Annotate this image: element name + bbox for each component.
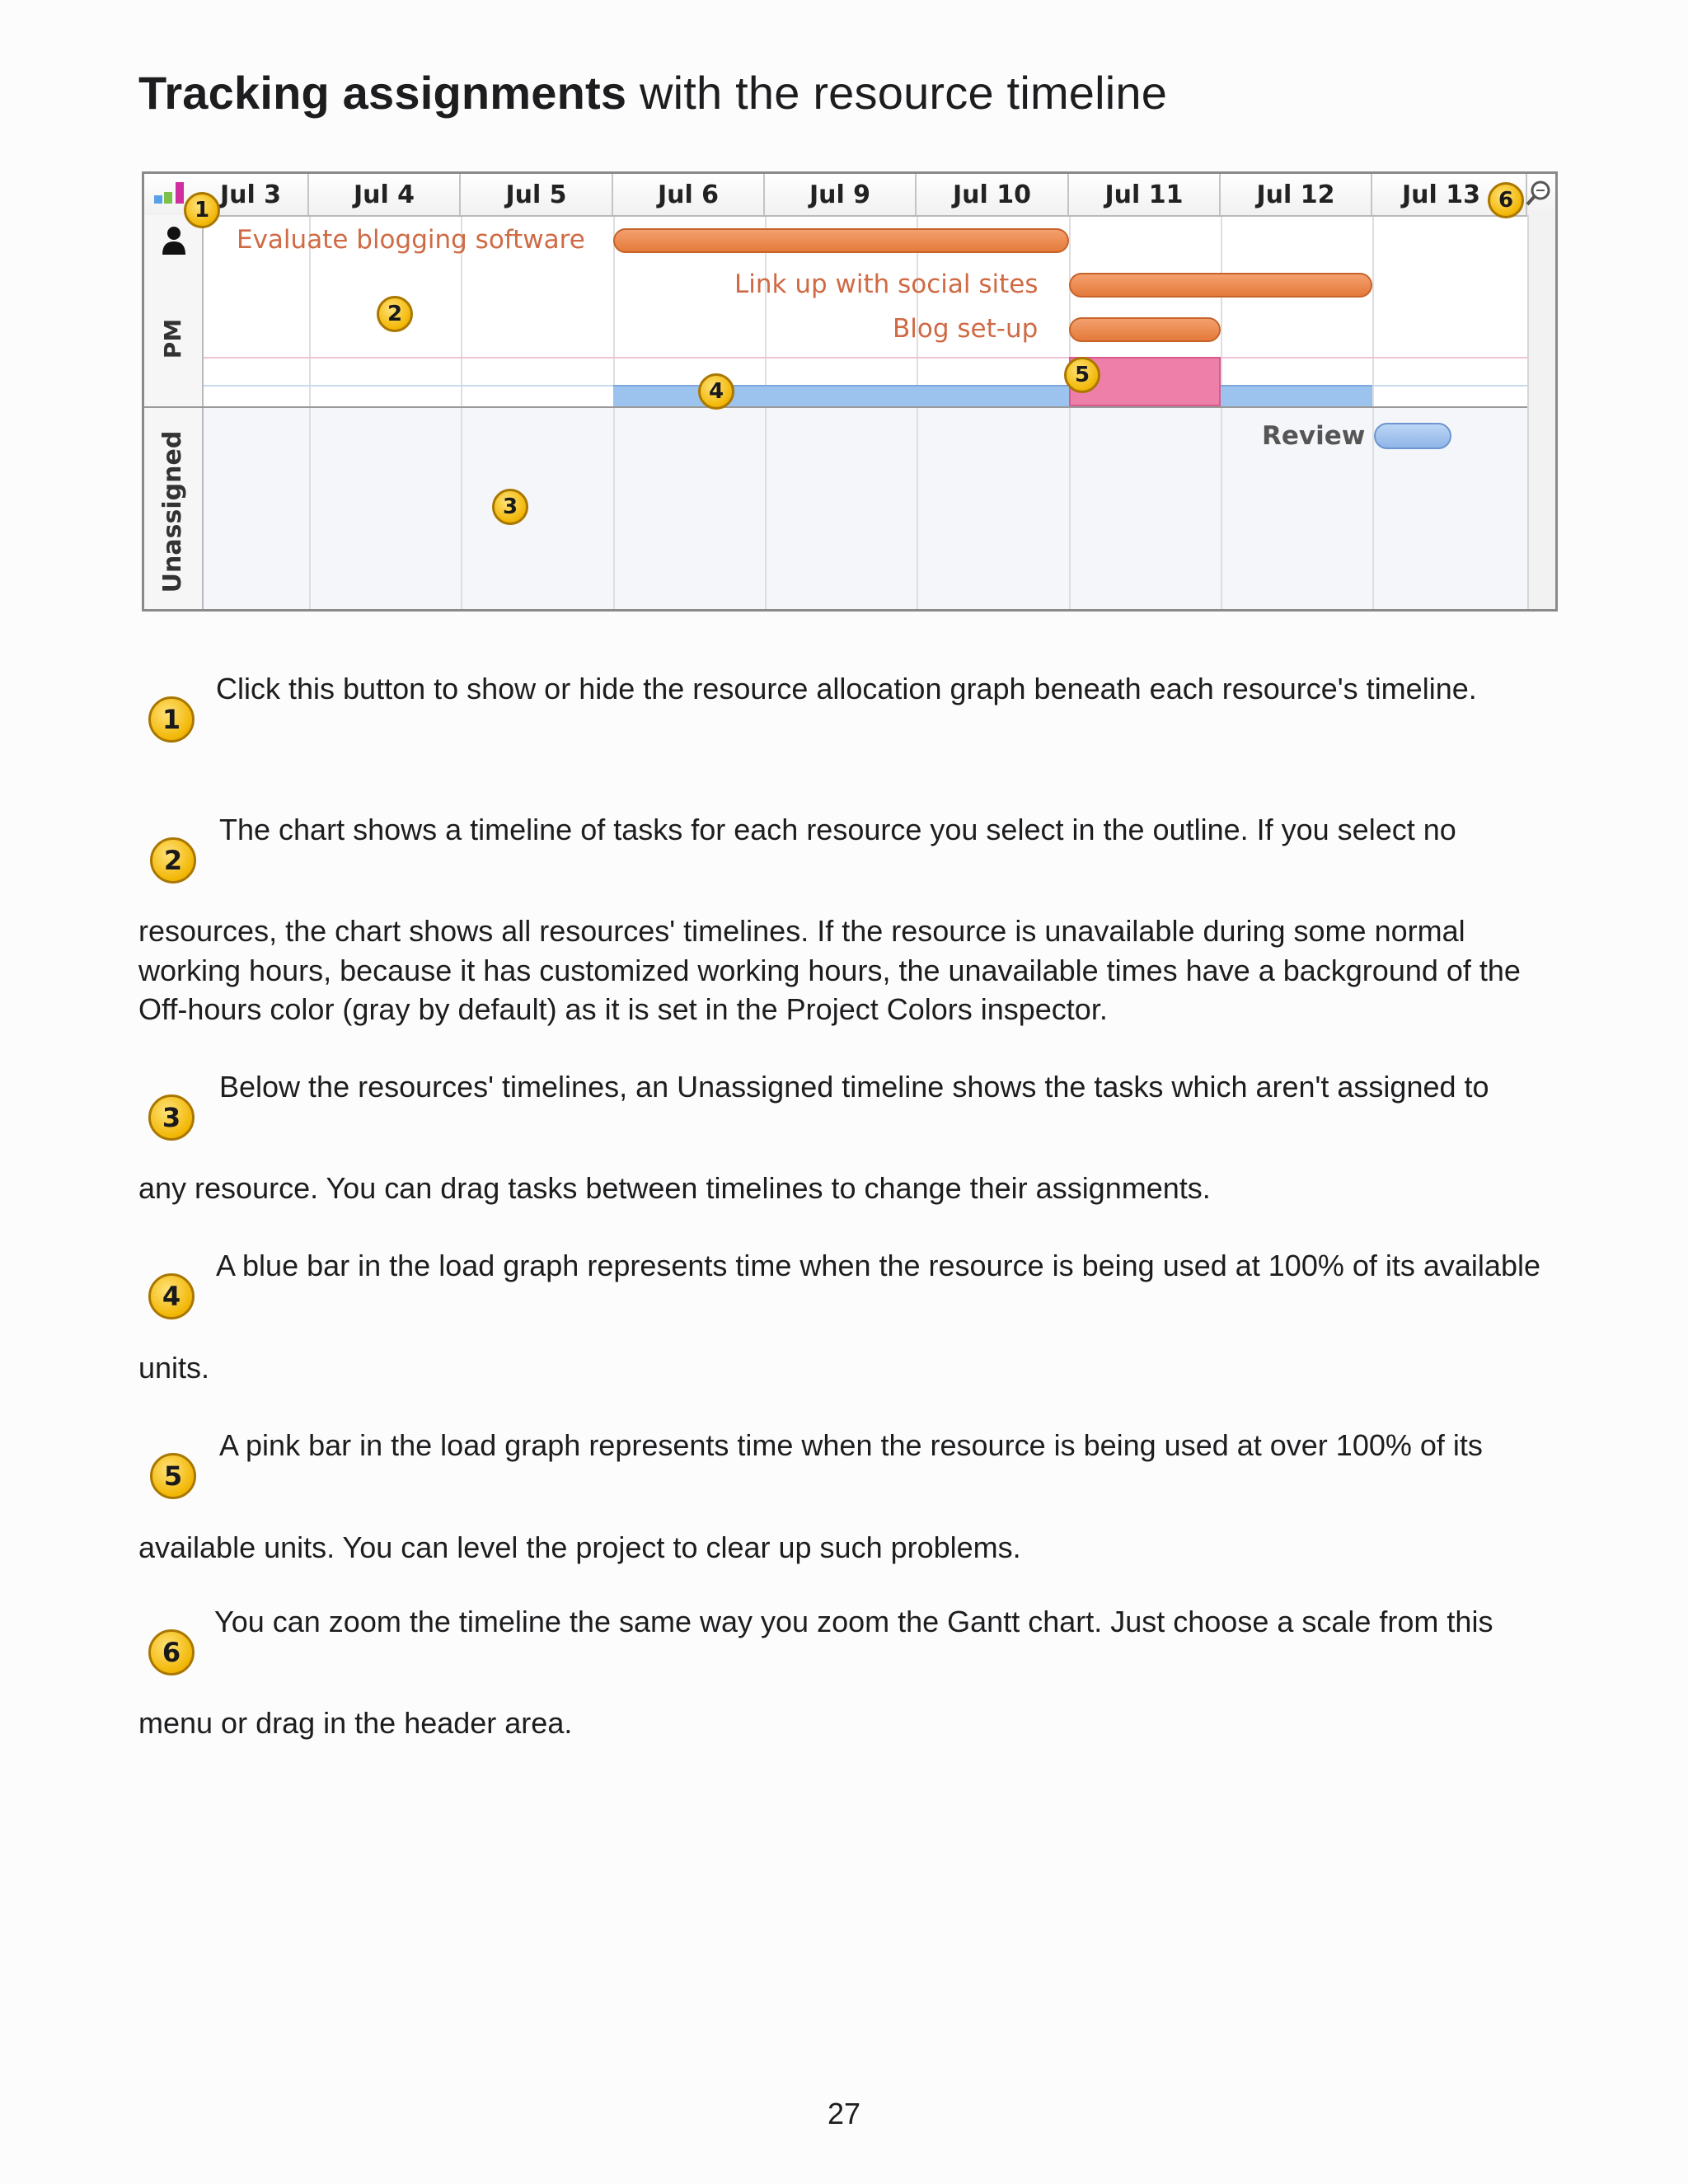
column-divider [309, 215, 311, 611]
callout-1-badge: 1 [184, 192, 220, 228]
date-jul-10: Jul 10 [917, 174, 1069, 215]
timeline-right-edge [1527, 215, 1557, 611]
task-bar-link-up-with-social-sites[interactable] [1069, 273, 1372, 298]
date-jul-12: Jul 12 [1221, 174, 1372, 215]
resource-timeline [142, 171, 1558, 612]
callout-3-badge: 3 [492, 489, 528, 525]
page-title [138, 66, 1167, 120]
task-label-blog-set-up: Blog set-up [893, 314, 1039, 344]
column-divider [461, 215, 462, 611]
row-divider [144, 406, 1555, 408]
task-label-link-up-with-social-sites: Link up with social sites [734, 269, 1039, 299]
task-label-review: Review [1262, 421, 1366, 451]
load-bar-full-allocation [1221, 385, 1372, 406]
page-title-bold: Tracking assignments [138, 67, 627, 119]
description-4-badge: 4 [148, 1273, 195, 1319]
description-3-badge: 3 [148, 1094, 195, 1141]
task-bar-review[interactable] [1374, 423, 1451, 449]
callout-5-badge: 5 [1064, 357, 1100, 393]
description-2-line: working hours, because it has customized working hours, the unavailable times have a background of the [138, 954, 1521, 987]
date-jul-6: Jul 6 [613, 174, 765, 215]
load-graph-over-line [202, 357, 1555, 359]
description-6-line: You can zoom the timeline the same way you zoom the Gantt chart. Just choose a scale from this [214, 1605, 1493, 1638]
description-3-line: Below the resources' timelines, an Unassigned timeline shows the tasks which aren't assigned to [219, 1070, 1489, 1104]
date-jul-11: Jul 11 [1069, 174, 1221, 215]
timeline-header[interactable] [144, 174, 1555, 217]
page-title-rest: with the resource timeline [626, 67, 1168, 119]
date-label: Jul 3 [219, 180, 282, 209]
description-5-line: available units. You can level the project to clear up such problems. [138, 1530, 1021, 1564]
page-number: 27 [827, 2097, 861, 2130]
description-5-badge: 5 [150, 1453, 196, 1499]
date-jul-5: Jul 5 [461, 174, 613, 215]
task-bar-blog-set-up[interactable] [1069, 317, 1221, 342]
column-divider [613, 215, 615, 611]
description-2-line: resources, the chart shows all resources' timelines. If the resource is unavailable during some normal [138, 914, 1465, 948]
load-bar-full-allocation [613, 385, 1069, 406]
zoom-icon[interactable] [1524, 179, 1554, 209]
description-1-line: Click this button to show or hide the resource allocation graph beneath each resource's timeline. [216, 672, 1477, 705]
description-1-badge: 1 [148, 696, 195, 743]
description-6-badge: 6 [148, 1629, 195, 1675]
description-2-line: The chart shows a timeline of tasks for each resource you select in the outline. If you select no [219, 813, 1456, 846]
description-2-line: Off-hours color (gray by default) as it is set in the Project Colors inspector. [138, 992, 1108, 1026]
resource-label-column [144, 215, 204, 611]
description-4-line: units. [138, 1351, 210, 1385]
callout-2-badge: 2 [377, 296, 413, 332]
description-2-badge: 2 [150, 837, 196, 883]
description-5-line: A pink bar in the load graph represents time when the resource is being used at over 100% of its [219, 1428, 1483, 1462]
resource-label-pm[interactable]: PM [159, 318, 186, 359]
task-bar-evaluate-blogging-software[interactable] [613, 228, 1069, 253]
date-jul-13: Jul 13 [1372, 174, 1527, 215]
description-4-line: A blue bar in the load graph represents time when the resource is being used at 100% of its available [216, 1249, 1540, 1282]
column-divider [1069, 215, 1071, 611]
callout-4-badge: 4 [698, 373, 734, 410]
description-3-line: any resource. You can drag tasks between timelines to change their assignments. [138, 1171, 1211, 1205]
task-label-evaluate-blogging-software: Evaluate blogging software [237, 225, 585, 255]
column-divider [1372, 215, 1374, 611]
description-6-line: menu or drag in the header area. [138, 1706, 573, 1740]
date-jul-9: Jul 9 [765, 174, 917, 215]
date-jul-4: Jul 4 [309, 174, 461, 215]
resource-label-unassigned[interactable]: Unassigned [158, 430, 187, 593]
person-icon [157, 225, 190, 258]
callout-6-badge: 6 [1488, 182, 1524, 218]
